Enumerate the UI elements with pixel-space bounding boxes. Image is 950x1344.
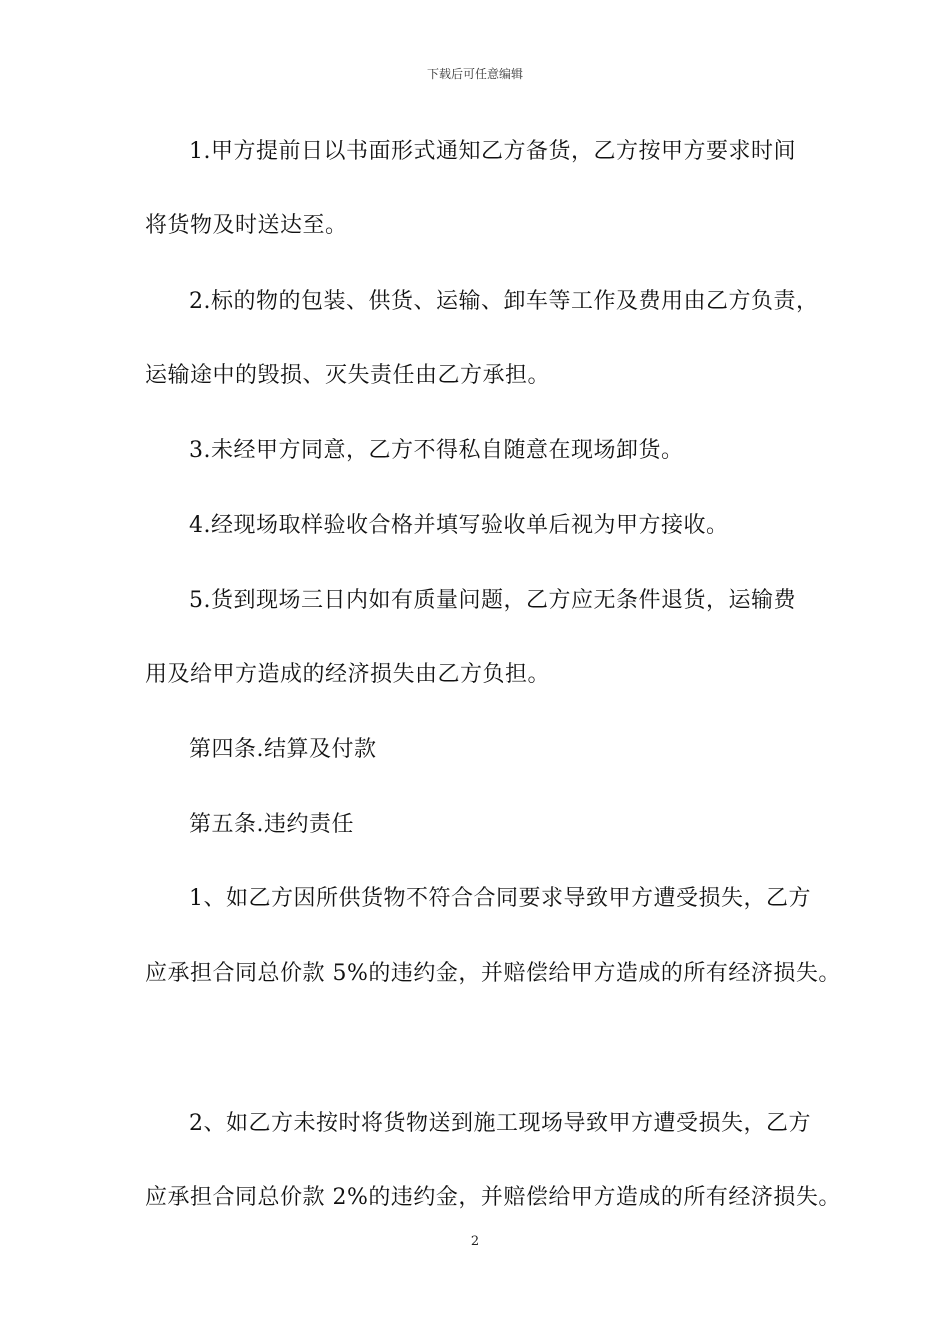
paragraph-item-2-line-1: 2.标的物的包装、供货、运输、卸车等工作及费用由乙方负责， <box>189 289 819 314</box>
article-5-heading: 第五条.违约责任 <box>189 812 354 837</box>
paragraph-item-2-line-2: 运输途中的毁损、灭失责任由乙方承担。 <box>145 363 551 388</box>
paragraph-item-3: 3.未经甲方同意，乙方不得私自随意在现场卸货。 <box>189 438 684 463</box>
page-header: 下载后可任意编辑 <box>426 67 523 81</box>
paragraph-item-1-line-2: 将货物及时送达至。 <box>145 213 348 238</box>
penalty-clause-1-line-2: 应承担合同总价款 5%的违约金，并赔偿给甲方造成的所有经济损失。 <box>145 961 841 986</box>
page-number: 2 <box>470 1234 480 1249</box>
penalty-clause-2-line-1: 2、如乙方未按时将货物送到施工现场导致甲方遭受损失，乙方 <box>189 1111 811 1136</box>
article-4-heading: 第四条.结算及付款 <box>189 737 377 762</box>
penalty-clause-2-line-2: 应承担合同总价款 2%的违约金，并赔偿给甲方造成的所有经济损失。 <box>145 1185 841 1210</box>
paragraph-item-1-line-1: 1.甲方提前日以书面形式通知乙方备货，乙方按甲方要求时间 <box>189 139 796 164</box>
paragraph-item-5-line-2: 用及给甲方造成的经济损失由乙方负担。 <box>145 662 551 687</box>
penalty-clause-1-line-1: 1、如乙方因所供货物不符合合同要求导致甲方遭受损失，乙方 <box>189 886 811 911</box>
paragraph-item-4: 4.经现场取样验收合格并填写验收单后视为甲方接收。 <box>189 513 729 538</box>
paragraph-item-5-line-1: 5.货到现场三日内如有质量问题，乙方应无条件退货，运输费 <box>189 588 796 613</box>
